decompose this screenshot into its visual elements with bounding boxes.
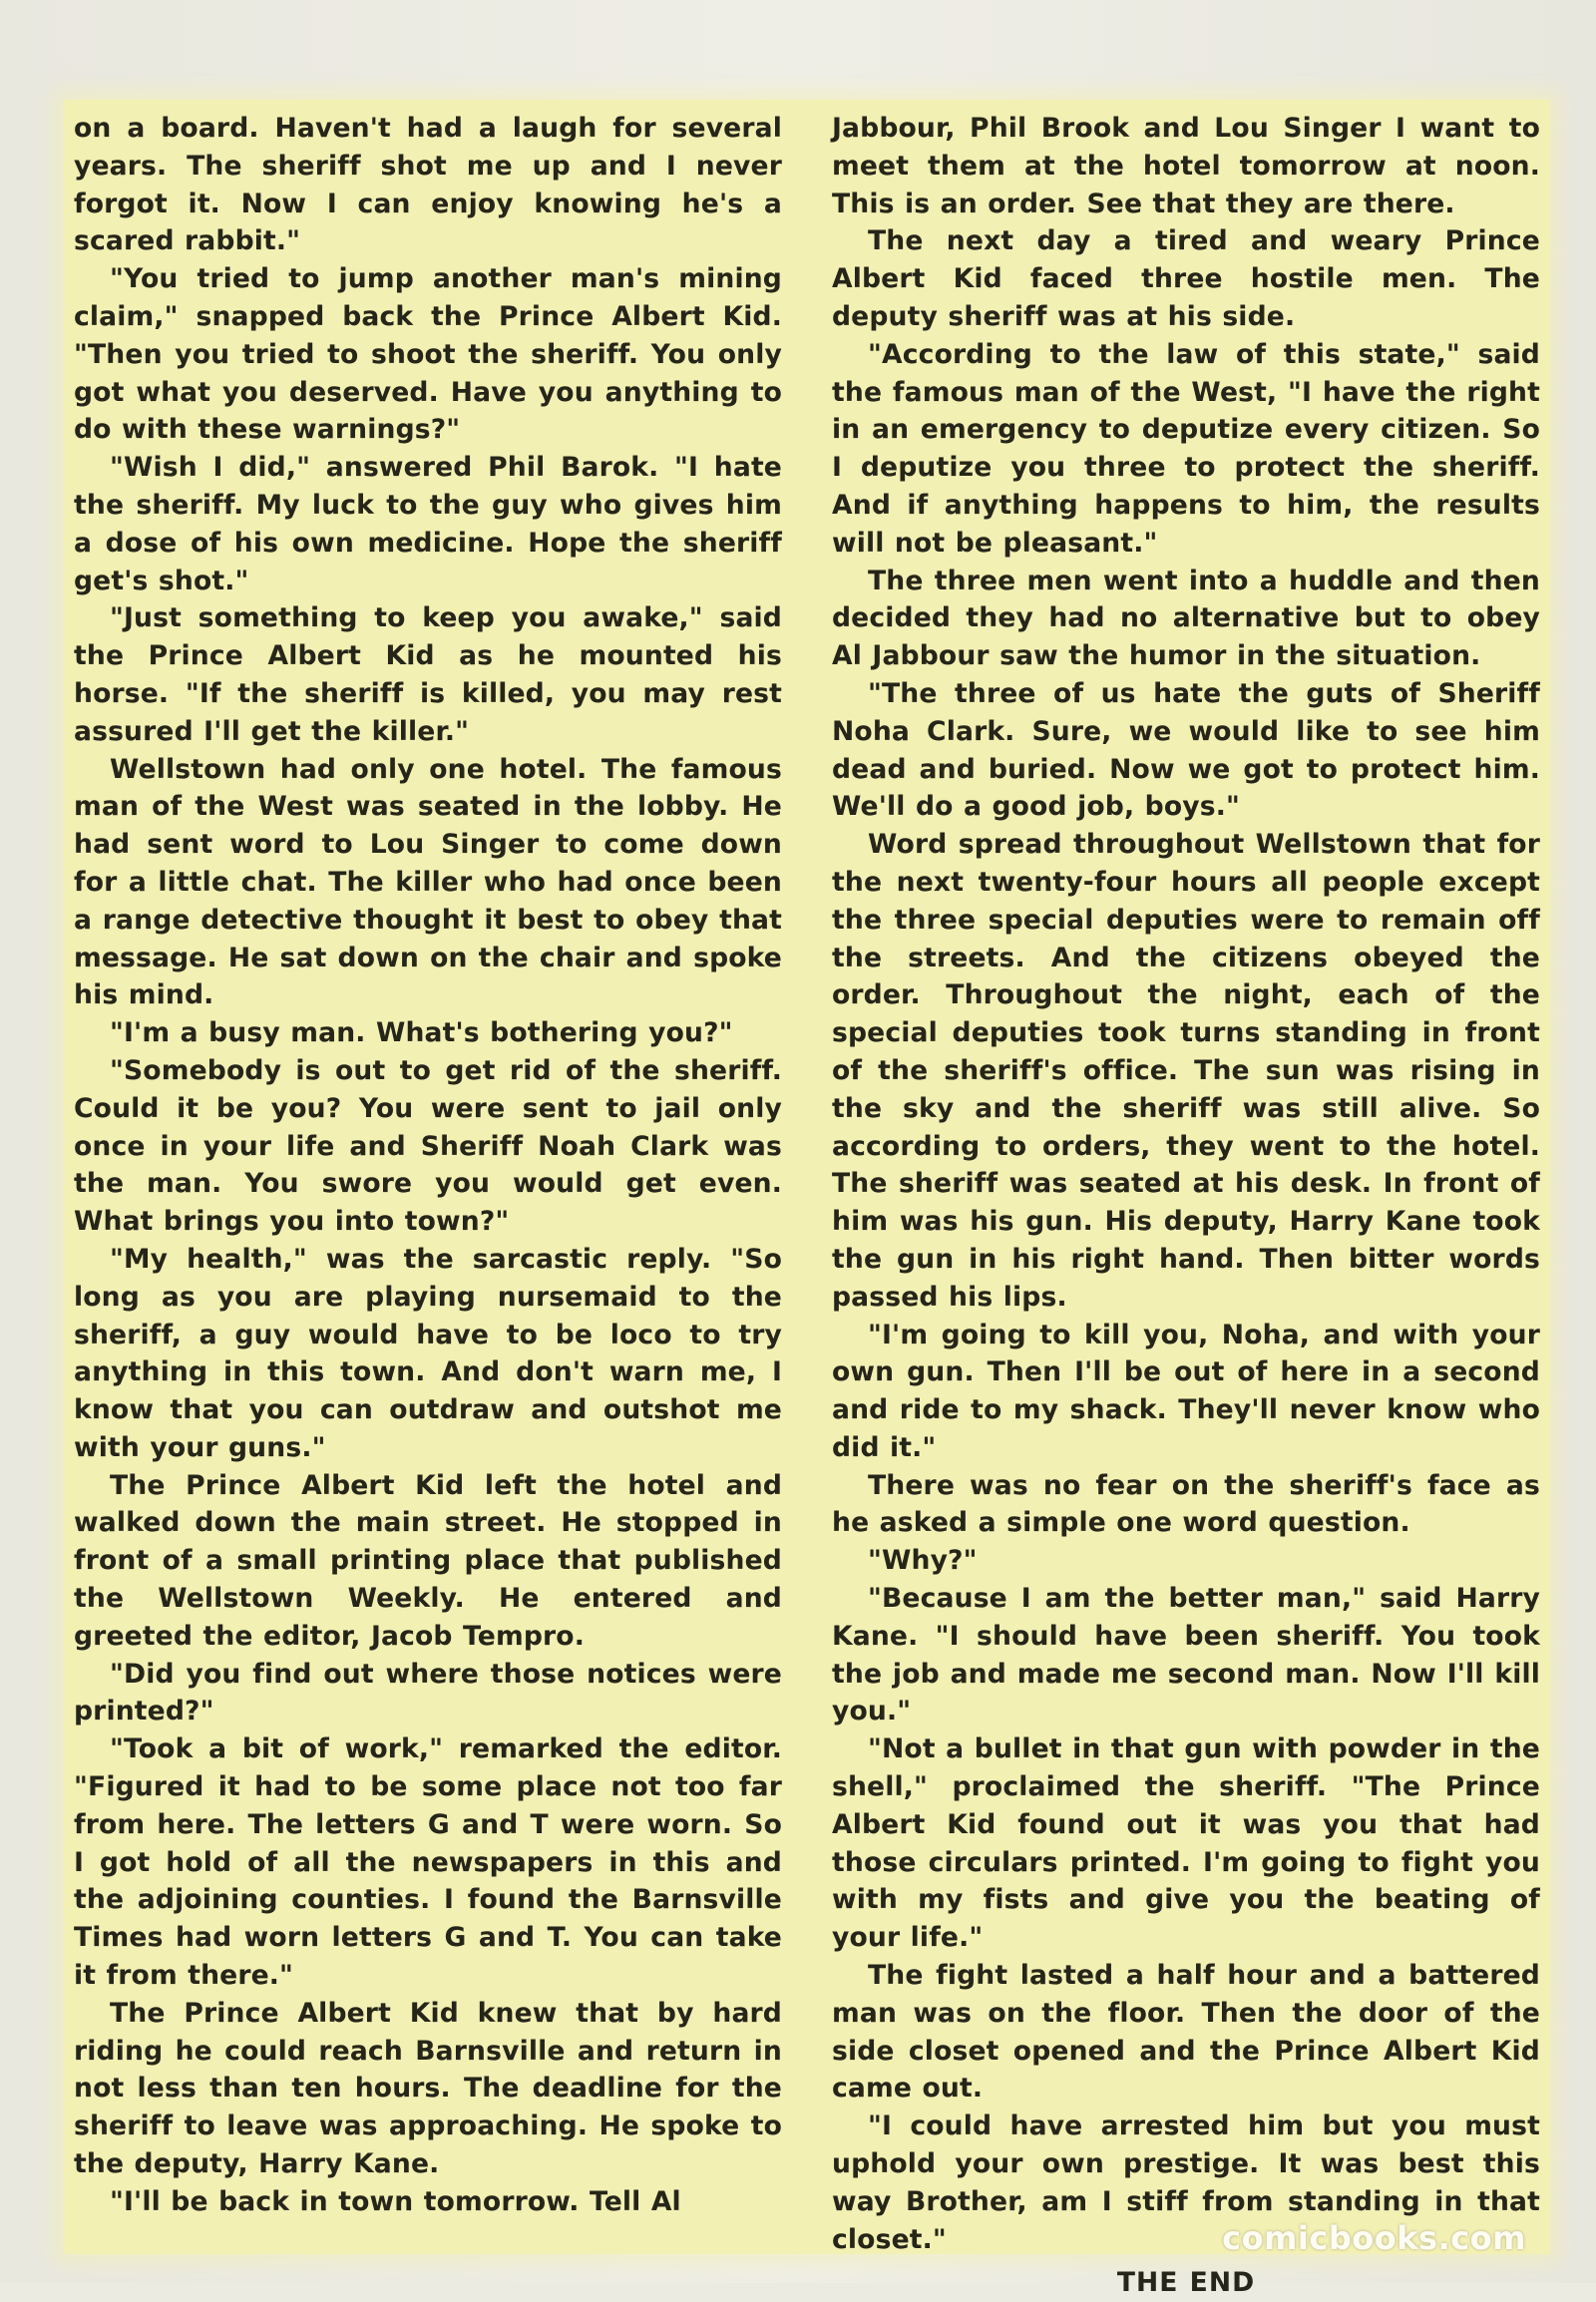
right-column	[832, 110, 1540, 2302]
left-column	[74, 110, 782, 2221]
paragraph: on a board. Haven't had a laugh for several years. The sheriff shot me up and I never forgot it. Now I can enjoy knowing he's a scared rabbit."	[74, 113, 782, 257]
paragraph: Jabbour, Phil Brook and Lou Singer I want to meet them at the hotel tomorrow at noon. This is an order. See that they are there.	[832, 113, 1540, 219]
paragraph: "Why?"	[868, 1545, 978, 1577]
paragraph: "According to the law of this state," said the famous man of the West, "I have the right in an emergency to deputize every citizen. So I deputize you three to protect the sheriff. And if anything happens to him, the results will not be pleasant."	[832, 338, 1540, 559]
paragraph: The fight lasted a half hour and a battered man was on the floor. Then the door of the side closet opened and the Prince Albert Kid came out.	[832, 1960, 1540, 2105]
paragraph: "Not a bullet in that gun with powder in the shell," proclaimed the sheriff. "The Prince Albert Kid found out it was you that had those circulars printed. I'm going to fight you with my fists and give you the beating of your life."	[832, 1733, 1540, 1954]
paragraph: The Prince Albert Kid knew that by hard riding he could reach Barnsville and return in not less than ten hours. The deadline for the sheriff to leave was approaching. He spoke to the deputy, Harry Kane.	[74, 1997, 782, 2180]
paragraph: "Somebody is out to get rid of the sheriff. Could it be you? You were sent to jail only once in your life and Sheriff Noah Clark was the man. You swore you would get even. What brings you into town?"	[74, 1054, 782, 1238]
paragraph: "I'll be back in town tomorrow. Tell Al	[110, 2185, 681, 2217]
paragraph: "The three of us hate the guts of Sheriff Noha Clark. Sure, we would like to see him dead and buried. Now we got to protect him. We'll do a good job, boys."	[832, 677, 1540, 823]
paragraph: "Wish I did," answered Phil Barok. "I hate the sheriff. My luck to the guy who gives him a dose of his own medicine. Hope the sheriff get's shot."	[74, 452, 782, 596]
paragraph: "I'm a busy man. What's bothering you?"	[110, 1017, 733, 1049]
paragraph: "I could have arrested him but you must uphold your own prestige. It was best this way Brother, am I stiff from standing in that closet."	[832, 2110, 1540, 2255]
paragraph: The three men went into a huddle and then decided they had no alternative but to obey Al Jabbour saw the humor in the situation.	[832, 565, 1540, 672]
paragraph: The next day a tired and weary Prince Albert Kid faced three hostile men. The deputy sheriff was at his side.	[832, 225, 1540, 332]
paragraph: The Prince Albert Kid left the hotel and walked down the main street. He stopped in front of a small printing place that published the Wellstown Weekly. He entered and greeted the editor, Jacob Tempro.	[74, 1469, 782, 1652]
paragraph: Word spread throughout Wellstown that for the next twenty-four hours all people except the three special deputies were to remain off the streets. And the citizens obeyed the order. Throughout the night, each of the special deputies took turns standing in front of the sheriff's office. The sun was rising in the sky and the sheriff was still alive. So according to orders, they went to the hotel. The sheriff was seated at his desk. In front of him was his gun. His deputy, Harry Kane took the gun in his right hand. Then bitter words passed his lips.	[832, 829, 1540, 1313]
paragraph: "Took a bit of work," remarked the editor. "Figured it had to be some place not too far from here. The letters G and T were worn. So I got hold of all the newspapers in this and the adjoining counties. I found the Barnsville Times had worn letters G and T. You can take it from there."	[74, 1733, 782, 1992]
paragraph: Wellstown had only one hotel. The famous man of the West was seated in the lobby. He had sent word to Lou Singer to come down for a little chat. The killer who had once been a range detective thought it best to obey that message. He sat down on the chair and spoke his mind.	[74, 753, 782, 1011]
watermark: comicbooks.com	[1222, 2219, 1526, 2257]
paragraph: "My health," was the sarcastic reply. "So long as you are playing nursemaid to the sheriff, a guy would have to be loco to try anything in this town. And don't warn me, I know that you can outdraw and outshot me with your guns."	[74, 1243, 782, 1463]
story-ending: THE END	[1116, 2267, 1256, 2299]
paragraph: "Because I am the better man," said Harry Kane. "I should have been sheriff. You took the job and made me second man. Now I'll kill you."	[832, 1583, 1540, 1727]
paragraph: "You tried to jump another man's mining claim," snapped back the Prince Albert Kid. "Then you tried to shoot the sheriff. You only got what you deserved. Have you anything to do with these warnings?"	[74, 263, 782, 446]
paragraph: "Did you find out where those notices were printed?"	[74, 1658, 782, 1727]
paragraph: There was no fear on the sheriff's face as he asked a simple one word question.	[832, 1469, 1540, 1539]
paragraph: "I'm going to kill you, Noha, and with your own gun. Then I'll be out of here in a second and ride to my shack. They'll never know who did it."	[832, 1319, 1540, 1463]
paragraph: "Just something to keep you awake," said the Prince Albert Kid as he mounted his horse. "If the sheriff is killed, you may rest assured I'll get the killer."	[74, 602, 782, 747]
